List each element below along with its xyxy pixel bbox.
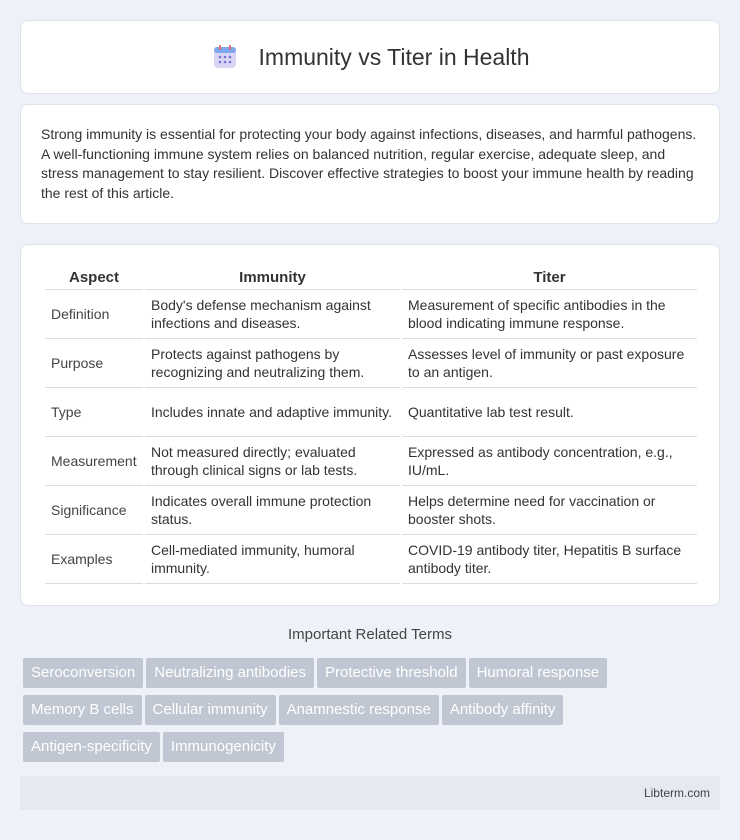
related-terms-title: Important Related Terms <box>288 626 452 643</box>
row-immunity: Indicates overall immune protection status. <box>145 486 400 535</box>
row-titer: COVID-19 antibody titer, Hepatitis B surface antibody titer. <box>402 535 697 584</box>
comparison-table-card <box>20 244 720 606</box>
comparison-table <box>43 265 699 584</box>
row-aspect: Measurement <box>45 437 143 486</box>
row-immunity: Protects against pathogens by recognizing and neutralizing them. <box>145 339 400 388</box>
table-row <box>45 437 697 486</box>
footer-site-link[interactable]: Libterm.com <box>643 786 710 800</box>
row-immunity: Cell-mediated immunity, humoral immunity. <box>145 535 400 584</box>
related-term-tag[interactable]: Humoral response <box>469 658 608 688</box>
related-term-tag[interactable]: Memory B cells <box>23 695 142 725</box>
row-immunity: Not measured directly; evaluated through clinical signs or lab tests. <box>145 437 400 486</box>
row-titer: Quantitative lab test result. <box>402 388 697 437</box>
related-term-tag[interactable]: Protective threshold <box>317 658 466 688</box>
row-titer: Expressed as antibody concentration, e.g., IU/mL. <box>402 437 697 486</box>
row-aspect: Definition <box>45 290 143 339</box>
header-immunity: Immunity <box>145 265 400 290</box>
row-titer: Measurement of specific antibodies in the blood indicating immune response. <box>402 290 697 339</box>
related-term-tag[interactable]: Neutralizing antibodies <box>146 658 314 688</box>
related-term-tag[interactable]: Immunogenicity <box>163 732 284 762</box>
row-immunity: Includes innate and adaptive immunity. <box>145 388 400 437</box>
related-term-tag[interactable]: Antigen-specificity <box>23 732 160 762</box>
intro-card <box>20 104 720 224</box>
related-term-tag[interactable]: Cellular immunity <box>145 695 276 725</box>
calendar-icon <box>211 43 239 71</box>
table-header-row <box>45 265 697 290</box>
row-aspect: Significance <box>45 486 143 535</box>
table-row <box>45 535 697 584</box>
intro-text: Strong immunity is essential for protecting your body against infections, diseases, and harmful pathogens. A well-functioning immune system relies on balanced nutrition, regular exercise, adequate sleep, and stress management to stay resilient. Discover effective strategies to boost your immune health by reading the rest of this article. <box>41 126 697 201</box>
row-aspect: Type <box>45 388 143 437</box>
header-aspect: Aspect <box>45 265 143 290</box>
table-row <box>45 290 697 339</box>
table-row <box>45 486 697 535</box>
page-title: Immunity vs Titer in Health <box>258 43 530 70</box>
footer <box>20 776 720 810</box>
row-aspect: Examples <box>45 535 143 584</box>
row-titer: Helps determine need for vaccination or booster shots. <box>402 486 697 535</box>
table-row <box>45 339 697 388</box>
row-aspect: Purpose <box>45 339 143 388</box>
header-card <box>20 20 720 94</box>
related-term-tag[interactable]: Seroconversion <box>23 658 143 688</box>
table-row <box>45 388 697 437</box>
related-terms-list <box>23 658 723 769</box>
row-immunity: Body's defense mechanism against infections and diseases. <box>145 290 400 339</box>
related-term-tag[interactable]: Anamnestic response <box>279 695 439 725</box>
related-term-tag[interactable]: Antibody affinity <box>442 695 564 725</box>
header-titer: Titer <box>402 265 697 290</box>
row-titer: Assesses level of immunity or past exposure to an antigen. <box>402 339 697 388</box>
